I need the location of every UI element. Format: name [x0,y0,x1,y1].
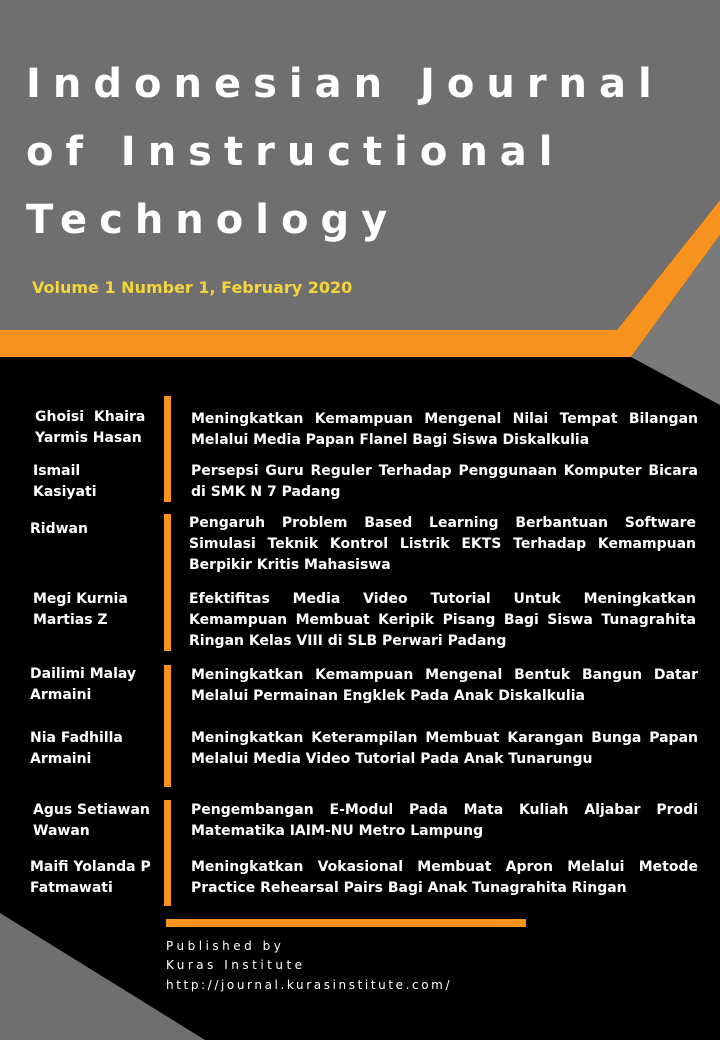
article-authors [33,461,97,503]
journal-title [26,50,664,254]
author-name: Yarmis Hasan [35,430,142,446]
journal-title-line-3: Technology [26,197,400,243]
author-name: Armaini [30,751,92,767]
journal-title-line-1: Indonesian Journal [26,61,664,107]
author-name: Nia Fadhilla [30,730,123,746]
author-name: Ismail [33,463,81,479]
author-name: Fatmawati [30,880,113,896]
group-bar-2 [164,514,171,651]
author-name: Dailimi Malay [30,666,137,682]
publisher-name: Kuras Institute [166,958,306,972]
article-authors [30,857,151,899]
article-authors [33,589,128,631]
article-title: Efektifitas Media Video Tutorial Untuk Meningkatkan Kemampuan Membuat Keripik Pisang Bagi Siswa Tunagrahita Ringan Kelas VIII di SLB Perwari Padang [189,591,696,649]
article-authors [35,407,145,449]
author-name: Wawan [33,823,90,839]
group-bar-1 [164,396,171,502]
article-title: Meningkatkan Kemampuan Mengenal Bentuk Bangun Datar Melalui Permainan Engklek Pada Anak Diskalkulia [191,667,698,704]
author-name: Megi Kurnia [33,591,128,607]
author-name: Ridwan [30,521,88,537]
published-by-label: Published by [166,939,285,953]
author-name: Armaini [30,687,92,703]
article-authors [30,664,136,706]
article-authors [30,728,123,770]
publisher-divider [166,919,526,927]
article-authors [33,800,150,842]
author-name: Martias Z [33,612,108,628]
publisher-url: http://journal.kurasinstitute.com/ [166,978,453,992]
article-title: Pengaruh Problem Based Learning Berbantuan Software Simulasi Teknik Kontrol Listrik EKTS Terhadap Kemampuan Berpikir Kritis Mahasiswa [189,515,696,573]
volume-issue-date: Volume 1 Number 1, February 2020 [32,278,353,297]
article-title: Meningkatkan Vokasional Membuat Apron Melalui Metode Practice Rehearsal Pairs Bagi Anak Tunagrahita Ringan [191,859,698,896]
author-name: Maifi Yolanda P [30,859,151,875]
author-name: Ghoisi Khaira [35,409,146,425]
bottom-left-gray-corner [0,913,205,1040]
group-bar-4 [164,800,171,906]
article-authors [30,519,88,540]
author-name: Kasiyati [33,484,97,500]
article-title: Meningkatkan Keterampilan Membuat Karangan Bunga Papan Melalui Media Video Tutorial Pada Anak Tunarungu [191,730,698,767]
group-bar-3 [164,665,171,787]
article-title: Persepsi Guru Reguler Terhadap Penggunaan Komputer Bicara di SMK N 7 Padang [191,463,698,500]
article-title: Meningkatkan Kemampuan Mengenal Nilai Tempat Bilangan Melalui Media Papan Flanel Bagi Siswa Diskalkulia [191,411,698,448]
author-name: Agus Setiawan [33,802,150,818]
journal-title-line-2: of Instructional [26,129,565,175]
article-title: Pengembangan E-Modul Pada Mata Kuliah Aljabar Prodi Matematika IAIM-NU Metro Lampung [191,802,698,839]
